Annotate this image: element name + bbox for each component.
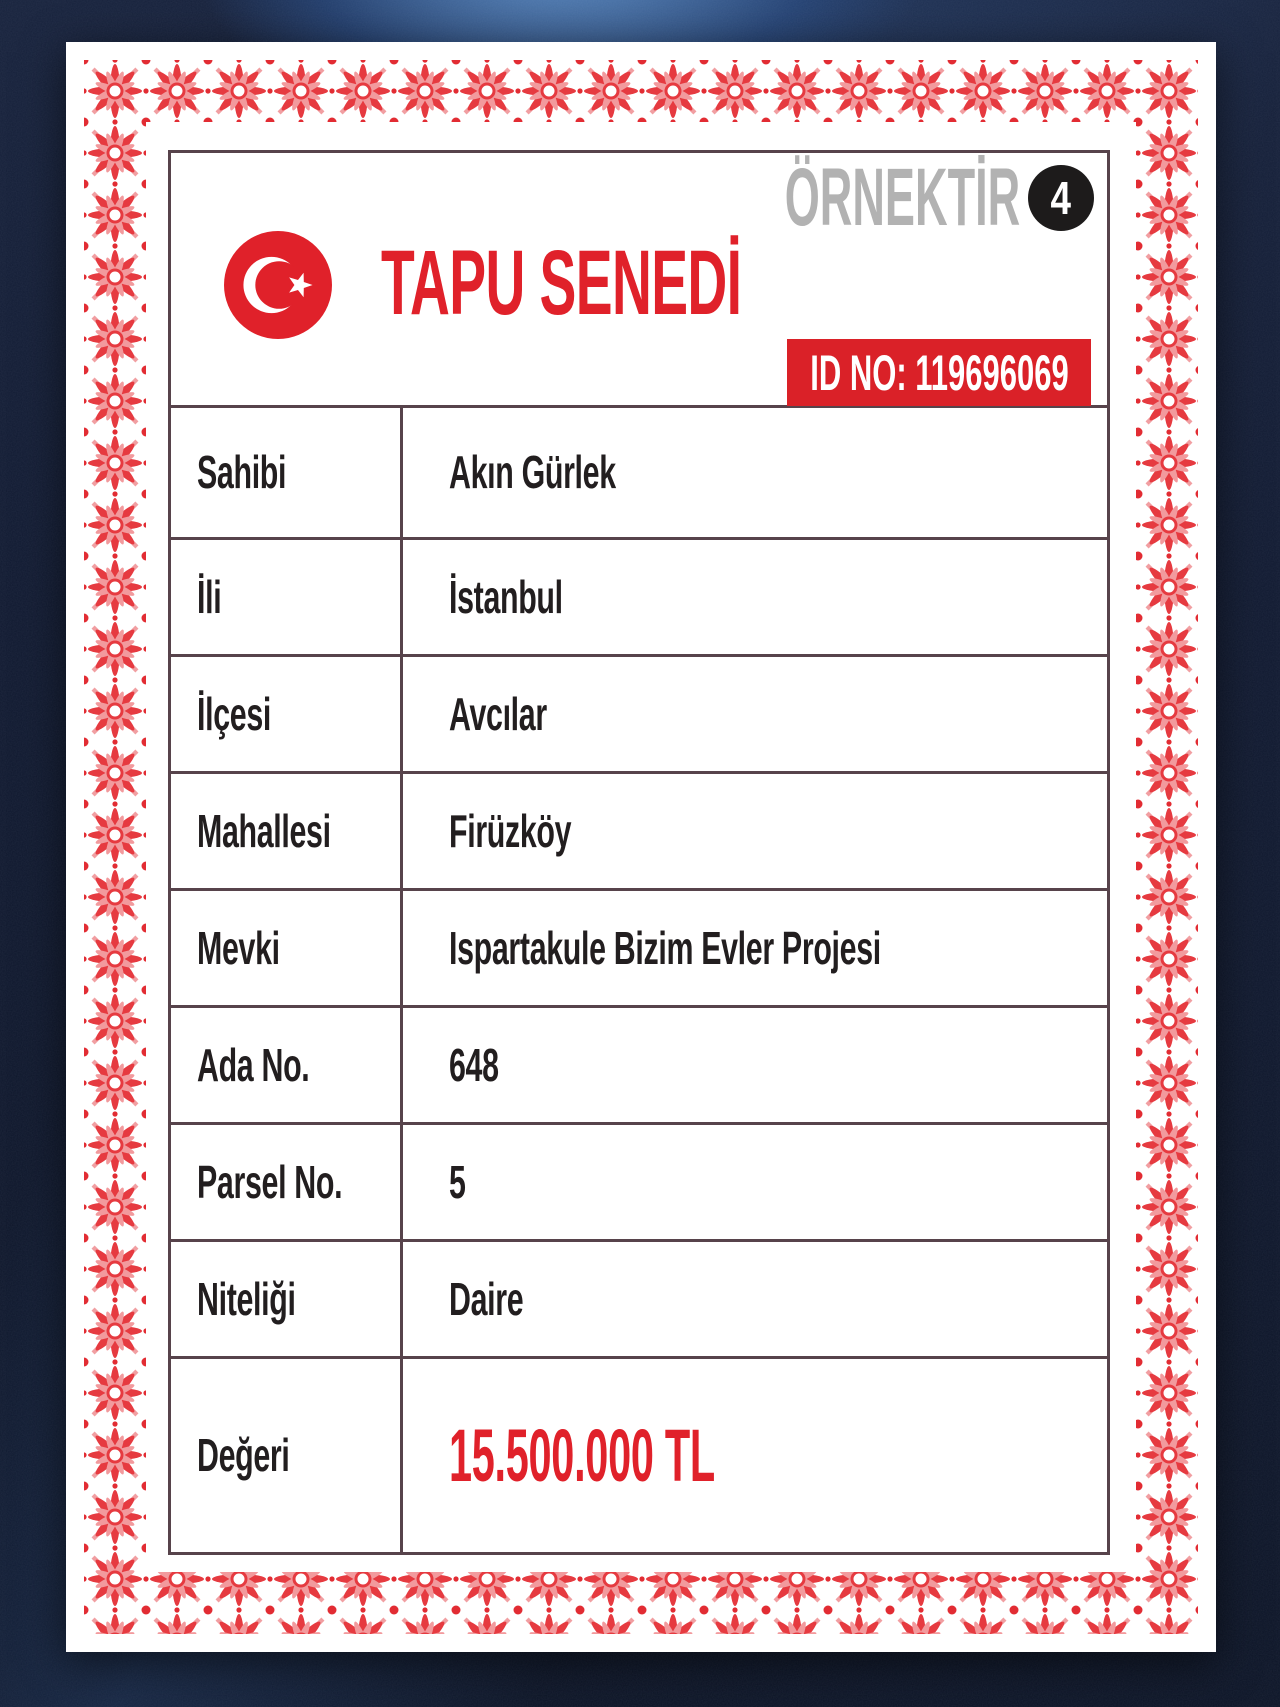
specimen-watermark: ÖRNEKTİR xyxy=(784,152,1020,243)
certificate-page xyxy=(66,42,1216,1652)
row-label: İlçesi xyxy=(197,687,271,740)
row-value-cell xyxy=(403,1008,1107,1122)
table-row xyxy=(171,1122,1107,1239)
row-label: Ada No. xyxy=(197,1038,310,1091)
row-label: İli xyxy=(197,570,222,623)
row-label-cell xyxy=(171,408,403,537)
row-value: Daire xyxy=(449,1272,524,1325)
row-label-cell xyxy=(171,1242,403,1356)
row-value-cell xyxy=(403,540,1107,654)
row-label-cell xyxy=(171,540,403,654)
table-row xyxy=(171,771,1107,888)
turkish-flag-icon xyxy=(224,231,332,339)
row-value: 5 xyxy=(449,1155,466,1208)
row-value-cell xyxy=(403,1359,1107,1552)
row-label-cell xyxy=(171,1359,403,1552)
watermark-row xyxy=(592,152,1094,243)
deed-header xyxy=(171,153,1107,405)
row-label: Değeri xyxy=(197,1429,290,1482)
row-value: Firüzköy xyxy=(449,804,572,857)
row-value-cell xyxy=(403,891,1107,1005)
row-label: Mevki xyxy=(197,921,280,974)
badge-circle xyxy=(1028,165,1094,231)
page-title: TAPU SENEDİ xyxy=(381,232,742,334)
row-label: Parsel No. xyxy=(197,1155,343,1208)
row-label-cell xyxy=(171,657,403,771)
deed-table-frame xyxy=(168,150,1110,1555)
row-label-cell xyxy=(171,1008,403,1122)
table-row xyxy=(171,888,1107,1005)
row-label-cell xyxy=(171,774,403,888)
row-value: Avcılar xyxy=(449,687,547,740)
table-row xyxy=(171,405,1107,537)
row-value: 648 xyxy=(449,1038,499,1091)
row-value-cell xyxy=(403,774,1107,888)
row-value: Ispartakule Bizim Evler Projesi xyxy=(449,921,881,974)
row-label: Mahallesi xyxy=(197,804,331,857)
row-value-price: 15.500.000 TL xyxy=(449,1413,715,1497)
row-value-cell xyxy=(403,1125,1107,1239)
badge-number: 4 xyxy=(1050,172,1072,224)
row-value-cell xyxy=(403,1242,1107,1356)
row-label-cell xyxy=(171,1125,403,1239)
id-banner xyxy=(787,339,1091,406)
table-row xyxy=(171,537,1107,654)
row-value-cell xyxy=(403,408,1107,537)
row-value: Akın Gürlek xyxy=(449,446,616,499)
table-row xyxy=(171,1005,1107,1122)
row-label: Niteliği xyxy=(197,1272,296,1325)
id-banner-text: ID NO: 119696069 xyxy=(809,344,1069,401)
table-row xyxy=(171,1239,1107,1356)
row-label: Sahibi xyxy=(197,446,287,499)
row-label-cell xyxy=(171,891,403,1005)
table-row xyxy=(171,654,1107,771)
row-value: İstanbul xyxy=(449,570,563,623)
table-row xyxy=(171,1356,1107,1552)
row-value-cell xyxy=(403,657,1107,771)
